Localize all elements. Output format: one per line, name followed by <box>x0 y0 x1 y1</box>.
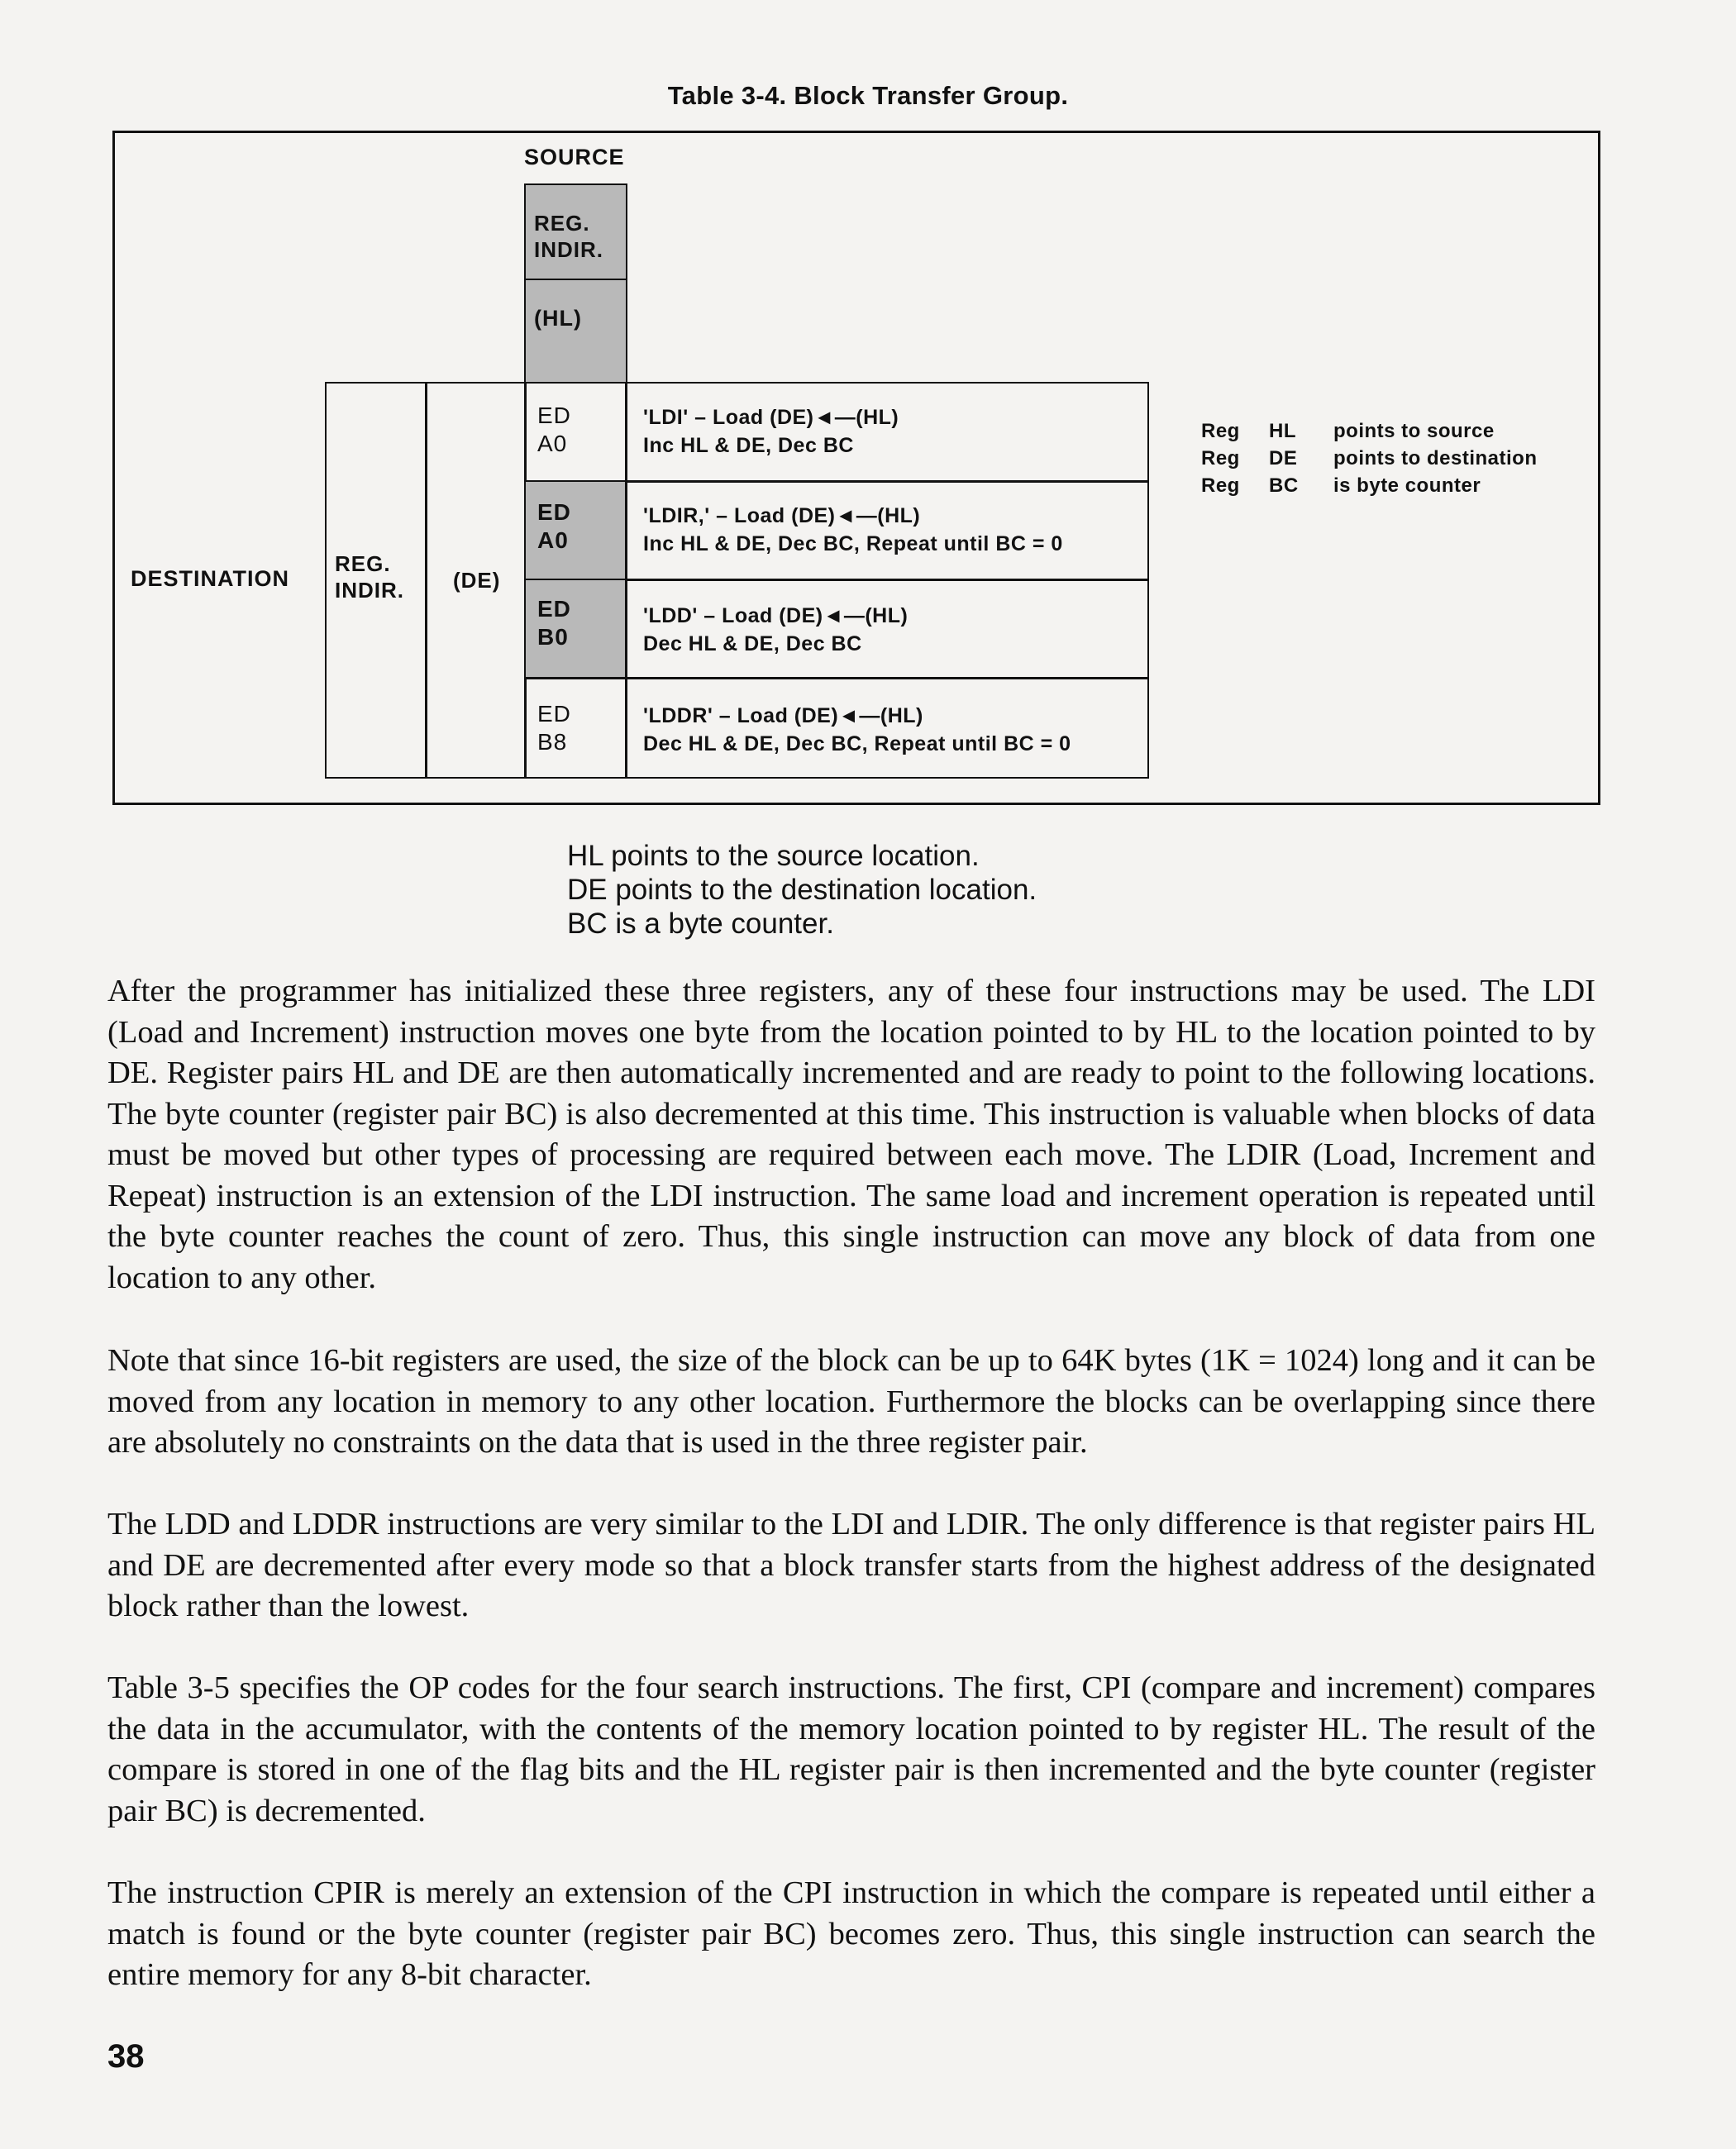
opcode-cell-ldd <box>524 579 627 679</box>
legend-pair: DE <box>1269 447 1298 469</box>
instruction-title: 'LDDR' – Load (DE)◄—(HL) <box>643 704 923 727</box>
dest-reg-cell <box>425 382 527 779</box>
opcode-byte: B8 <box>537 729 568 755</box>
desc-cell-lddr <box>625 677 1149 779</box>
legend-pair: BC <box>1269 474 1299 497</box>
legend-row <box>1201 472 1537 499</box>
legend-reg: Reg <box>1201 420 1240 442</box>
destination-label: DESTINATION <box>131 566 289 591</box>
note-line: HL points to the source location. <box>567 840 980 872</box>
opcode-byte: ED <box>537 499 571 525</box>
source-reg-cell <box>524 279 627 384</box>
body-paragraph: After the programmer has initialized these three registers, any of these four instructions may be used. The LDI (Load and Increment) instruction moves one byte from the location pointed to by HL to the location pointed to by DE. Register pairs HL and DE are then automatically incremented and are ready to point to the following locations. The byte counter (register pair BC) is also decremented at this time. This instruction is valuable when blocks of data must be moved but other types of processing are required between each move. The LDIR (Load, Increment and Repeat) instruction is an extension of the LDI instruction. The same load and increment operation is repeated until the byte counter reaches the count of zero. Thus, this single instruction can move any block of data from one location to any other. <box>107 974 1595 1295</box>
source-reg-label: (HL) <box>534 306 582 331</box>
opcode-byte: ED <box>537 701 571 727</box>
source-label: SOURCE <box>524 145 625 169</box>
source-mode-cell <box>524 183 627 281</box>
opcode-cell-ldir <box>524 480 627 581</box>
opcode-cell-lddr <box>524 677 627 779</box>
dest-mode-cell <box>325 382 427 779</box>
body-paragraph: Table 3-5 specifies the OP codes for the four search instructions. The first, CPI (compare and increment) compares the data in the accumulator, with the contents of the memory location pointed to by register HL. The result of the compare is stored in one of the flag bits and the HL register pair is then incremented and the byte counter (register pair BC) is decremented. <box>107 1670 1595 1828</box>
dest-reg-label: (DE) <box>453 568 501 593</box>
instruction-effect: Dec HL & DE, Dec BC, Repeat until BC = 0 <box>643 732 1071 755</box>
table-title: Table 3-4. Block Transfer Group. <box>667 81 1069 110</box>
body-paragraph: The LDD and LDDR instructions are very similar to the LDI and LDIR. The only difference is that register pairs HL and DE are decremented after every mode so that a block transfer starts from the highest address of the designated block rather than the lowest. <box>107 1507 1595 1623</box>
opcode-cell-ldi <box>524 382 627 483</box>
note-line: DE points to the destination location. <box>567 874 1037 906</box>
page-number: 38 <box>107 2038 145 2075</box>
legend-reg: Reg <box>1201 474 1240 497</box>
dest-mode-label: REG. INDIR. <box>335 551 404 603</box>
desc-cell-ldi <box>625 382 1149 483</box>
legend-row <box>1201 417 1537 445</box>
legend-desc: points to destination <box>1333 447 1538 469</box>
legend-desc: points to source <box>1333 420 1495 442</box>
register-notes <box>567 839 1037 941</box>
instruction-title: 'LDD' – Load (DE)◄—(HL) <box>643 604 909 627</box>
opcode-byte: ED <box>537 403 571 428</box>
instruction-effect: Inc HL & DE, Dec BC, Repeat until BC = 0 <box>643 532 1063 555</box>
instruction-effect: Inc HL & DE, Dec BC <box>643 434 854 457</box>
instruction-effect: Dec HL & DE, Dec BC <box>643 632 862 655</box>
opcode-byte: A0 <box>537 527 569 553</box>
body-paragraph: The instruction CPIR is merely an extension of the CPI instruction in which the compare is repeated until either a match is found or the byte counter (register pair BC) becomes zero. Thus, this single instruction can search the entire memory for any 8-bit character. <box>107 1875 1595 1992</box>
instruction-title: 'LDIR,' – Load (DE)◄—(HL) <box>643 504 921 527</box>
body-paragraph: Note that since 16-bit registers are used, the size of the block can be up to 64K bytes (1K = 1024) long and it can be moved from any location in memory to any other location. Furthermore the blocks can be overlapping since there are absolutely no constraints on the data that is used in the three register pair. <box>107 1343 1595 1460</box>
legend-row <box>1201 445 1537 472</box>
opcode-byte: ED <box>537 596 571 622</box>
note-line: BC is a byte counter. <box>567 908 834 940</box>
desc-cell-ldir <box>625 480 1149 581</box>
register-legend <box>1201 417 1537 499</box>
legend-desc: is byte counter <box>1333 474 1481 497</box>
source-mode-label: REG. INDIR. <box>534 211 603 262</box>
desc-cell-ldd <box>625 579 1149 679</box>
legend-reg: Reg <box>1201 447 1240 469</box>
opcode-byte: A0 <box>537 431 568 456</box>
legend-pair: HL <box>1269 420 1296 442</box>
instruction-title: 'LDI' – Load (DE)◄—(HL) <box>643 406 899 429</box>
opcode-byte: B0 <box>537 624 569 650</box>
